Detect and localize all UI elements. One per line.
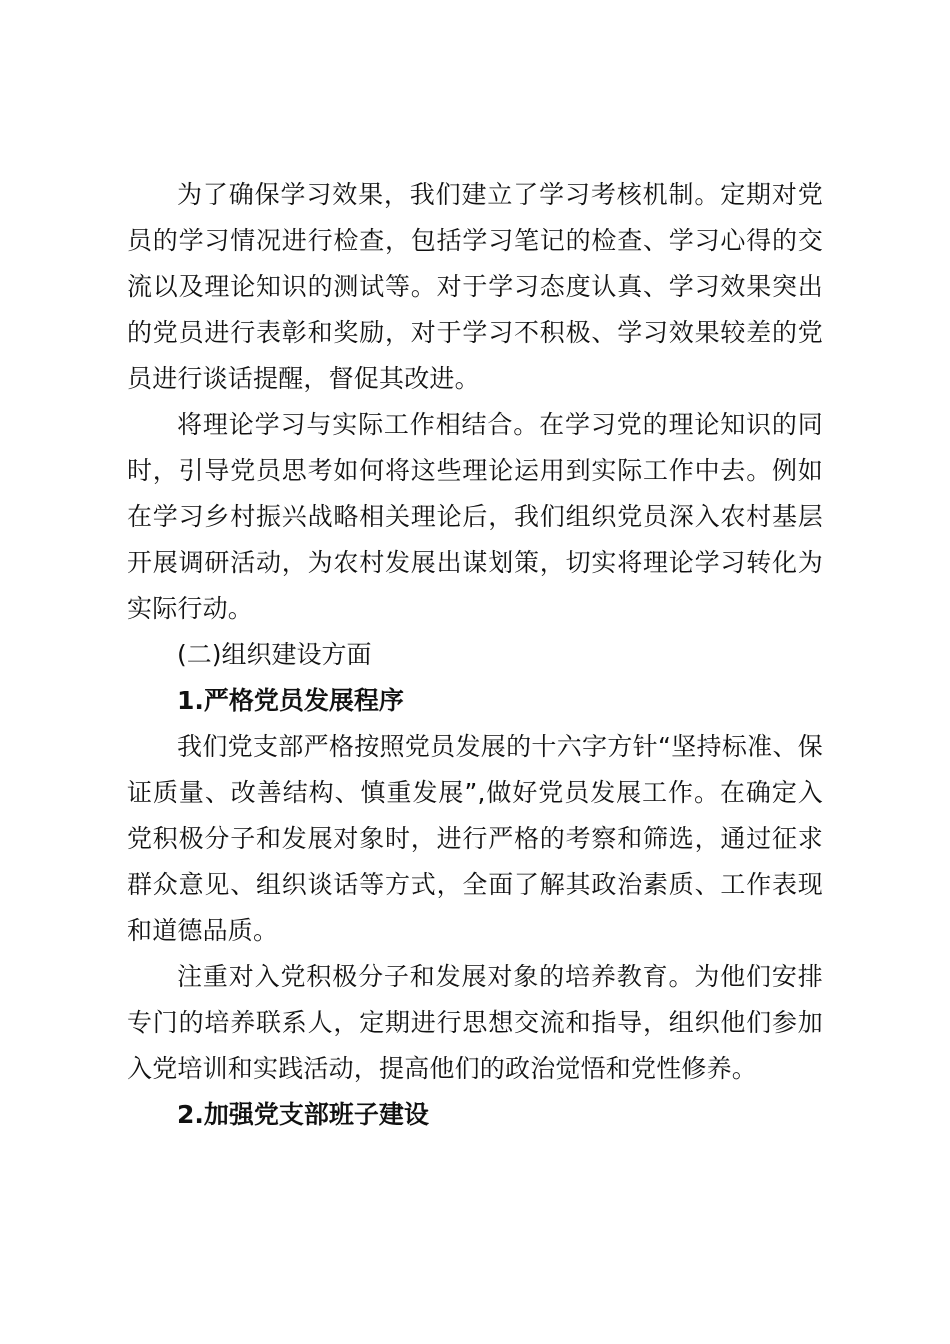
paragraph-theory-practice: 将理论学习与实际工作相结合。在学习党的理论知识的同时，引导党员思考如何将这些理论运用到实际工作中去。例如在学习乡村振兴战略相关理论后，我们组织党员深入农村基层开展调研活动，为农村发展出谋划策，切实将理论学习转化为实际行动。 xyxy=(127,410,823,623)
paragraph-training-education: 注重对入党积极分子和发展对象的培养教育。为他们安排专门的培养联系人，定期进行思想交流和指导，组织他们参加入党培训和实践活动，提高他们的政治觉悟和党性修养。 xyxy=(127,962,823,1083)
paragraph-study-assessment: 为了确保学习效果，我们建立了学习考核机制。定期对党员的学习情况进行检查，包括学习笔记的检查、学习心得的交流以及理论知识的测试等。对于学习态度认真、学习效果突出的党员进行表彰和奖励，对于学习不积极、学习效果较差的党员进行谈话提醒，督促其改进。 xyxy=(127,180,823,393)
section-heading-organization: (二)组织建设方面 xyxy=(177,640,372,669)
subsection-title-member-development: 1.严格党员发展程序 xyxy=(177,686,404,715)
paragraph-development-policy: 我们党支部严格按照党员发展的十六字方针“坚持标准、保证质量、改善结构、慎重发展”,做好党员发展工作。在确定入党积极分子和发展对象时，进行严格的考察和筛选，通过征求群众意见、组织谈话等方式，全面了解其政治素质、工作表现和道德品质。 xyxy=(127,732,823,945)
subsection-title-branch-team: 2.加强党支部班子建设 xyxy=(177,1100,429,1129)
document-page xyxy=(127,172,823,1138)
